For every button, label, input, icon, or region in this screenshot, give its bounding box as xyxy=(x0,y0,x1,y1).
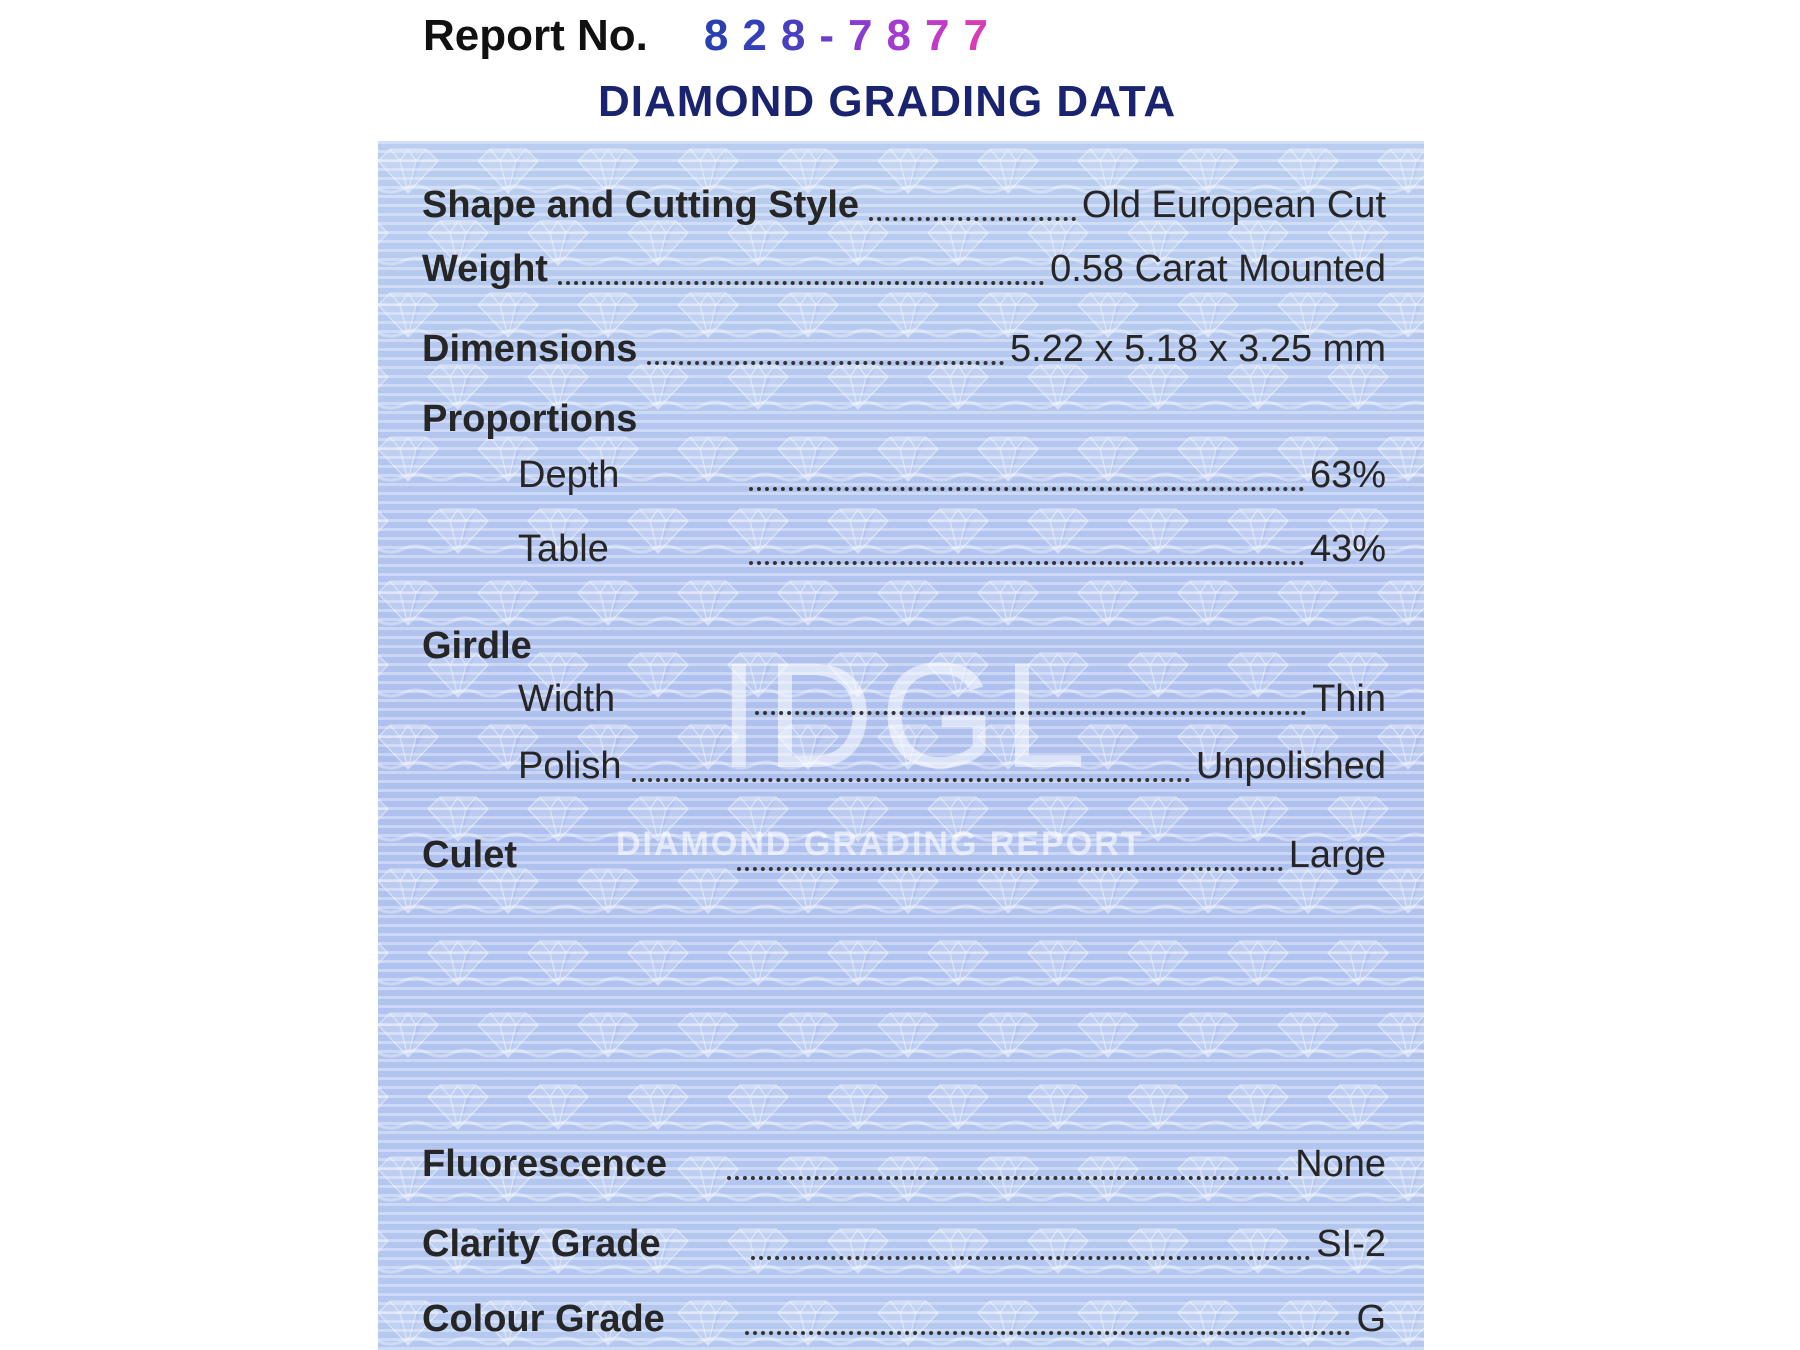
diamond-pattern-mark xyxy=(378,221,388,265)
pattern-wave-line xyxy=(378,978,1424,984)
leader-dots xyxy=(737,867,1283,871)
report-number-value xyxy=(704,11,1002,61)
row-table xyxy=(422,521,1386,571)
girdle-width-label: Width xyxy=(518,678,616,720)
girdle-polish-value: Unpolished xyxy=(1195,745,1386,787)
row-culet xyxy=(422,827,1386,877)
diamond-pattern-mark xyxy=(378,1085,388,1129)
colour-value: G xyxy=(1356,1298,1386,1340)
leader-dots xyxy=(727,1176,1289,1180)
pattern-wave-line xyxy=(378,618,1424,624)
leader-dots xyxy=(869,217,1076,221)
idgl-watermark-subtitle: DIAMOND GRADING REPORT xyxy=(616,825,1144,863)
depth-value: 63% xyxy=(1309,454,1386,496)
leader-dots xyxy=(749,561,1304,565)
leader-dots xyxy=(558,281,1044,285)
clarity-label: Clarity Grade xyxy=(422,1223,661,1265)
idgl-watermark-logo: IDGL xyxy=(718,631,1093,799)
row-girdle-polish xyxy=(422,738,1386,788)
dimensions-value: 5.22 x 5.18 x 3.25 mm xyxy=(1010,328,1386,370)
girdle-polish-label: Polish xyxy=(518,745,622,787)
leader-dots xyxy=(751,1256,1311,1260)
leader-dots xyxy=(632,778,1190,782)
diamond-pattern-mark xyxy=(378,653,388,697)
report-number-char: 7 xyxy=(924,11,964,60)
diamond-pattern-mark xyxy=(378,365,388,409)
row-weight xyxy=(422,241,1386,291)
row-shape xyxy=(422,177,1386,227)
row-fluorescence xyxy=(422,1136,1386,1186)
report-number-char: - xyxy=(819,11,848,60)
report-number-char: 8 xyxy=(703,11,743,60)
shape-value: Old European Cut xyxy=(1081,184,1386,226)
culet-value: Large xyxy=(1288,834,1386,876)
row-colour xyxy=(422,1291,1386,1341)
pattern-wave-line xyxy=(378,1122,1424,1128)
weight-label: Weight xyxy=(422,248,548,290)
pattern-wave-line xyxy=(378,1050,1424,1056)
girdle-heading: Girdle xyxy=(422,625,532,667)
colour-label: Colour Grade xyxy=(422,1298,665,1340)
report-number-char: 7 xyxy=(963,11,1002,60)
fluorescence-label: Fluorescence xyxy=(422,1143,667,1185)
diamond-pattern-mark xyxy=(378,941,388,985)
report-number-char: 2 xyxy=(742,11,781,60)
depth-label: Depth xyxy=(518,454,620,496)
grading-data-panel xyxy=(378,141,1424,1350)
culet-label: Culet xyxy=(422,834,517,876)
diamond-pattern-mark xyxy=(378,509,388,553)
row-clarity xyxy=(422,1216,1386,1266)
diamond-pattern-mark xyxy=(378,1229,388,1273)
report-number-label: Report No. xyxy=(423,11,648,60)
report-number-line xyxy=(423,8,1002,64)
shape-label: Shape and Cutting Style xyxy=(422,184,860,226)
girdle-width-value: Thin xyxy=(1312,678,1386,720)
page-title: DIAMOND GRADING DATA xyxy=(598,77,1177,126)
row-depth xyxy=(422,447,1386,497)
table-value: 43% xyxy=(1309,528,1386,570)
weight-value: 0.58 Carat Mounted xyxy=(1050,248,1386,290)
row-girdle-width xyxy=(422,671,1386,721)
table-label: Table xyxy=(518,528,609,570)
report-number-char: 8 xyxy=(886,11,925,60)
pattern-wave-line xyxy=(378,1266,1424,1272)
fluorescence-value: None xyxy=(1295,1143,1386,1185)
leader-dots xyxy=(745,1331,1351,1335)
clarity-value: SI-2 xyxy=(1316,1223,1386,1265)
row-dimensions xyxy=(422,321,1386,371)
pattern-wave-line xyxy=(378,906,1424,912)
leader-dots xyxy=(647,361,1004,365)
report-number-char: 8 xyxy=(780,11,820,60)
leader-dots xyxy=(749,487,1304,491)
diamond-pattern-mark xyxy=(378,797,388,841)
pattern-wave-line xyxy=(378,1194,1424,1200)
report-number-char: 7 xyxy=(848,11,887,60)
proportions-heading: Proportions xyxy=(422,398,638,440)
leader-dots xyxy=(755,711,1306,715)
dimensions-label: Dimensions xyxy=(422,328,638,370)
